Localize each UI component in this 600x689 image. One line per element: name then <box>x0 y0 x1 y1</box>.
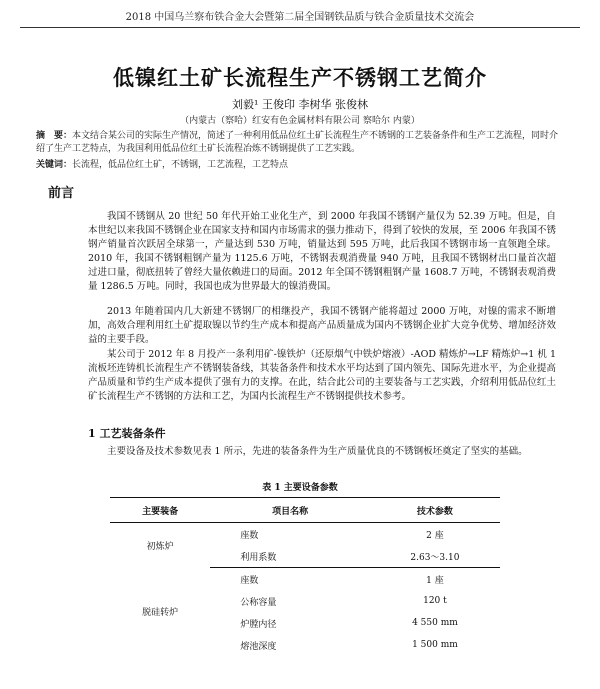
abstract <box>36 130 560 156</box>
section-heading-preface: 前言 <box>48 186 75 201</box>
body-paragraph: 2013 年随着国内几大新建不锈钢厂的相继投产，我国不锈钢产能将超过 2000 万吨，对镍的需求不断增加，高效合理利用红土矿提取镍以节约生产成本和提高产品质量成为国内不锈钢企业扩大竞争优势、增加经济效益的主要手段。 <box>88 306 556 345</box>
equipment-cell: 脱硅转炉 <box>142 608 179 619</box>
table-header-row <box>110 498 500 523</box>
running-header: 2018 中国乌兰察布铁合金大会暨第二届全国钢铁品质与铁合金质量技术交流会 <box>20 8 580 28</box>
abstract-label: 摘 要： <box>36 131 73 141</box>
body-paragraph: 我国不锈钢从 20 世纪 50 年代开始工业化生产，到 2000 年我国不锈钢产量仅为 52.39 万吨。但是，自本世纪以来我国不锈钢企业在国家支持和国内市场需求的强力推动下，得到了较快的发展，至 2006 年我国不锈钢产销量首次跃居全球第一，产量达到 530 万吨，销量达到 595 万吨，此后我国不锈钢市场一直领跑全球。2010 年，我国不锈钢粗钢产量为 1125.6 万吨，不锈钢表观消费量 940 万吨，且我国不锈钢材出口量首次超过进口量，彻底扭转了曾经大量依赖进口的局面。2012 年全国不锈钢粗钢产量 1608.7 万吨，不锈钢表观消费量 1286.5 万吨。同时，我国也成为世界最大的镍消费国。 <box>88 211 556 292</box>
author-list: 刘毅¹ 王俊印 李树华 张俊林 <box>232 98 368 111</box>
item-cell: 公称容量 <box>240 597 277 608</box>
value-cell: 120 t <box>423 596 447 606</box>
item-cell: 座数 <box>240 575 259 586</box>
keywords-text: 长流程，低品位红土矿，不锈钢，工艺流程，工艺特点 <box>72 160 289 170</box>
table-header-cell: 技术参数 <box>370 498 500 523</box>
value-cell: 1 500 mm <box>412 640 458 650</box>
keywords-label: 关键词： <box>36 160 73 170</box>
table-row <box>110 568 500 591</box>
value-cell: 4 550 mm <box>412 618 458 628</box>
value-cell: 2.63～3.10 <box>370 545 500 568</box>
equipment-table <box>110 497 500 656</box>
item-cell: 座数 <box>240 530 259 541</box>
item-cell: 利用系数 <box>210 545 370 568</box>
value-cell: 2 座 <box>426 530 444 541</box>
value-cell: 1 座 <box>426 575 444 586</box>
item-cell: 炉膛内径 <box>240 619 277 630</box>
keywords <box>36 157 560 170</box>
abstract-text: 本文结合某公司的实际生产情况，简述了一种利用低品位红土矿长流程生产不锈钢的工艺装备条件和生产工艺流程，同时介绍了生产工艺特点，为我国利用低品位红土矿长流程冶炼不锈钢提供了工艺实践。 <box>36 131 559 154</box>
affiliation: （内蒙古（察哈）红安有色金属材料有限公司 察哈尔 内蒙） <box>180 116 420 126</box>
equipment-cell: 初炼炉 <box>146 541 174 552</box>
table-header-cell: 主要装备 <box>110 498 210 523</box>
section-heading-equipment: 1 工艺装备条件 <box>88 427 166 440</box>
table-caption: 表 1 主要设备参数 <box>262 483 338 493</box>
body-paragraph: 主要设备及技术参数见表 1 所示，先进的装备条件为生产质量优良的不锈钢板坯奠定了坚实的基础。 <box>107 446 528 457</box>
body-paragraph: 某公司于 2012 年 8 月投产一条利用矿-镍铁炉（还原烟气中铁炉熔液）-AOD 精炼炉→LF 精炼炉→1 机 1 流板坯连铸机长流程生产不锈钢装备线，其装备条件和技术水平均达到了国内领先、国际先进水平，为企业提高产品质量和节约生产成本提供了强有力的支撑。在此，结合此公司的主要装备与工艺实践，介绍利用低品位红土矿长流程生产不锈钢的方法和工艺，为国内长流程生产不锈钢提供技术参考。 <box>88 349 556 402</box>
item-cell: 熔池深度 <box>240 641 277 652</box>
paper-title: 低镍红土矿长流程生产不锈钢工艺简介 <box>113 65 487 90</box>
table-header-cell: 项目名称 <box>210 498 370 523</box>
table-row <box>110 523 500 546</box>
